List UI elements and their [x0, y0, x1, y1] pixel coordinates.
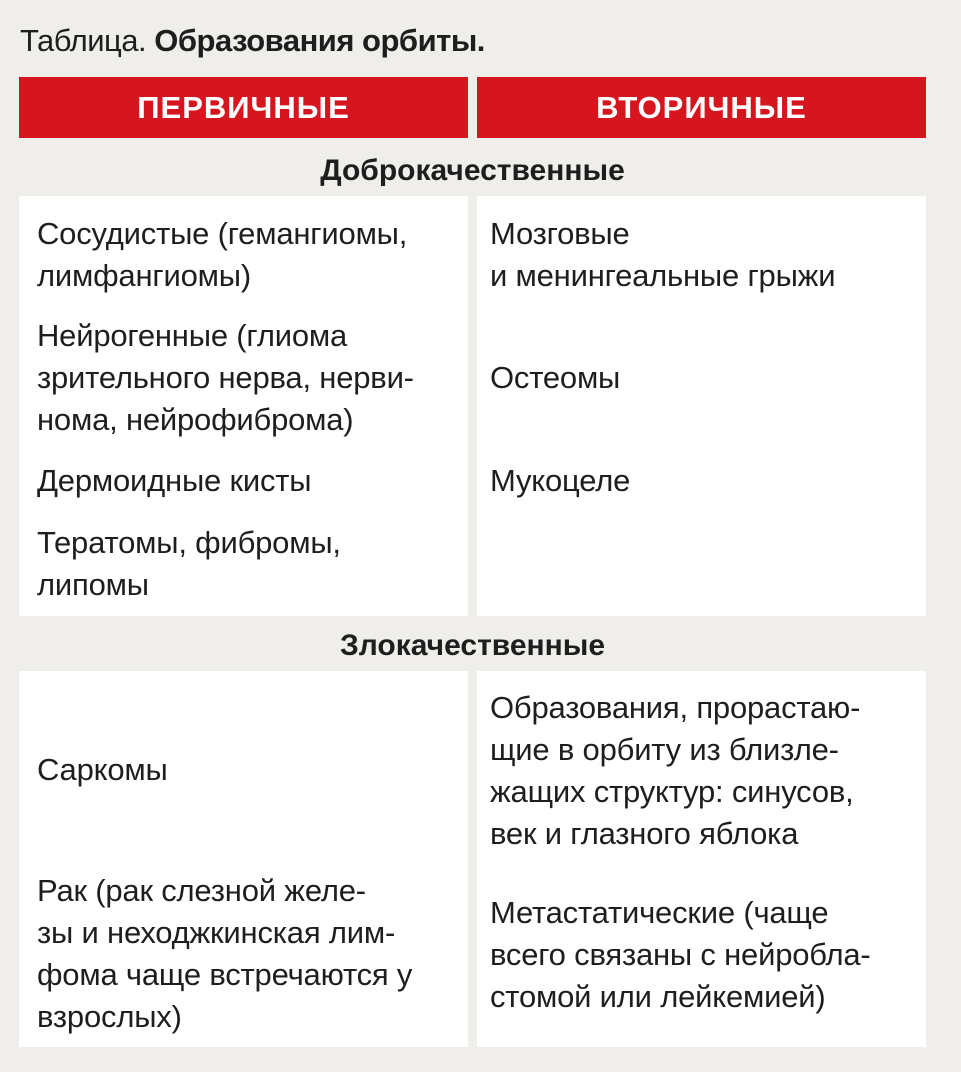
caption-prefix: Таблица. — [20, 23, 147, 58]
benign-primary-item-vascular: Сосудистые (гемангиомы, лимфангиомы) — [37, 216, 408, 293]
header-primary: ПЕРВИЧНЫЕ — [19, 77, 468, 138]
caption-title: Образования орбиты. — [154, 23, 485, 58]
malignant-secondary-item-metastatic: Метастатические (чаще всего связаны с нейробла- стомой или лейкемией) — [490, 895, 871, 1014]
benign-primary-item-neurogenic: Нейрогенные (глиома зрительного нерва, нерви- нома, нейрофиброма) — [37, 318, 414, 437]
section-benign-title: Доброкачественные — [320, 154, 625, 187]
section-malignant-title: Злокачественные — [339, 629, 606, 662]
benign-secondary-item-hernia: Мозговые и менингеальные грыжи — [490, 216, 836, 293]
malignant-primary-cell — [19, 671, 468, 1047]
malignant-primary-item-cancer: Рак (рак слезной желе- зы и неходжкинская лим- фома чаще встречаются у взрослых) — [37, 873, 413, 1034]
table-caption — [20, 20, 485, 62]
benign-primary-item-teratoma: Тератомы, фибромы, липомы — [37, 525, 341, 602]
malignant-secondary-item-invasion: Образования, прорастаю- щие в орбиту из близле- жащих структур: синусов, век и глазного яблока — [490, 690, 861, 851]
benign-secondary-cell — [477, 196, 926, 616]
malignant-primary-item-sarcoma: Саркомы — [37, 752, 168, 787]
benign-secondary-item-mucocele: Мукоцеле — [490, 463, 631, 498]
header-secondary: ВТОРИЧНЫЕ — [477, 77, 926, 138]
benign-secondary-item-osteoma: Остеомы — [490, 360, 621, 395]
benign-primary-item-dermoid: Дермоидные кисты — [37, 463, 312, 498]
benign-primary-cell — [19, 196, 468, 616]
malignant-secondary-cell — [477, 671, 926, 1047]
